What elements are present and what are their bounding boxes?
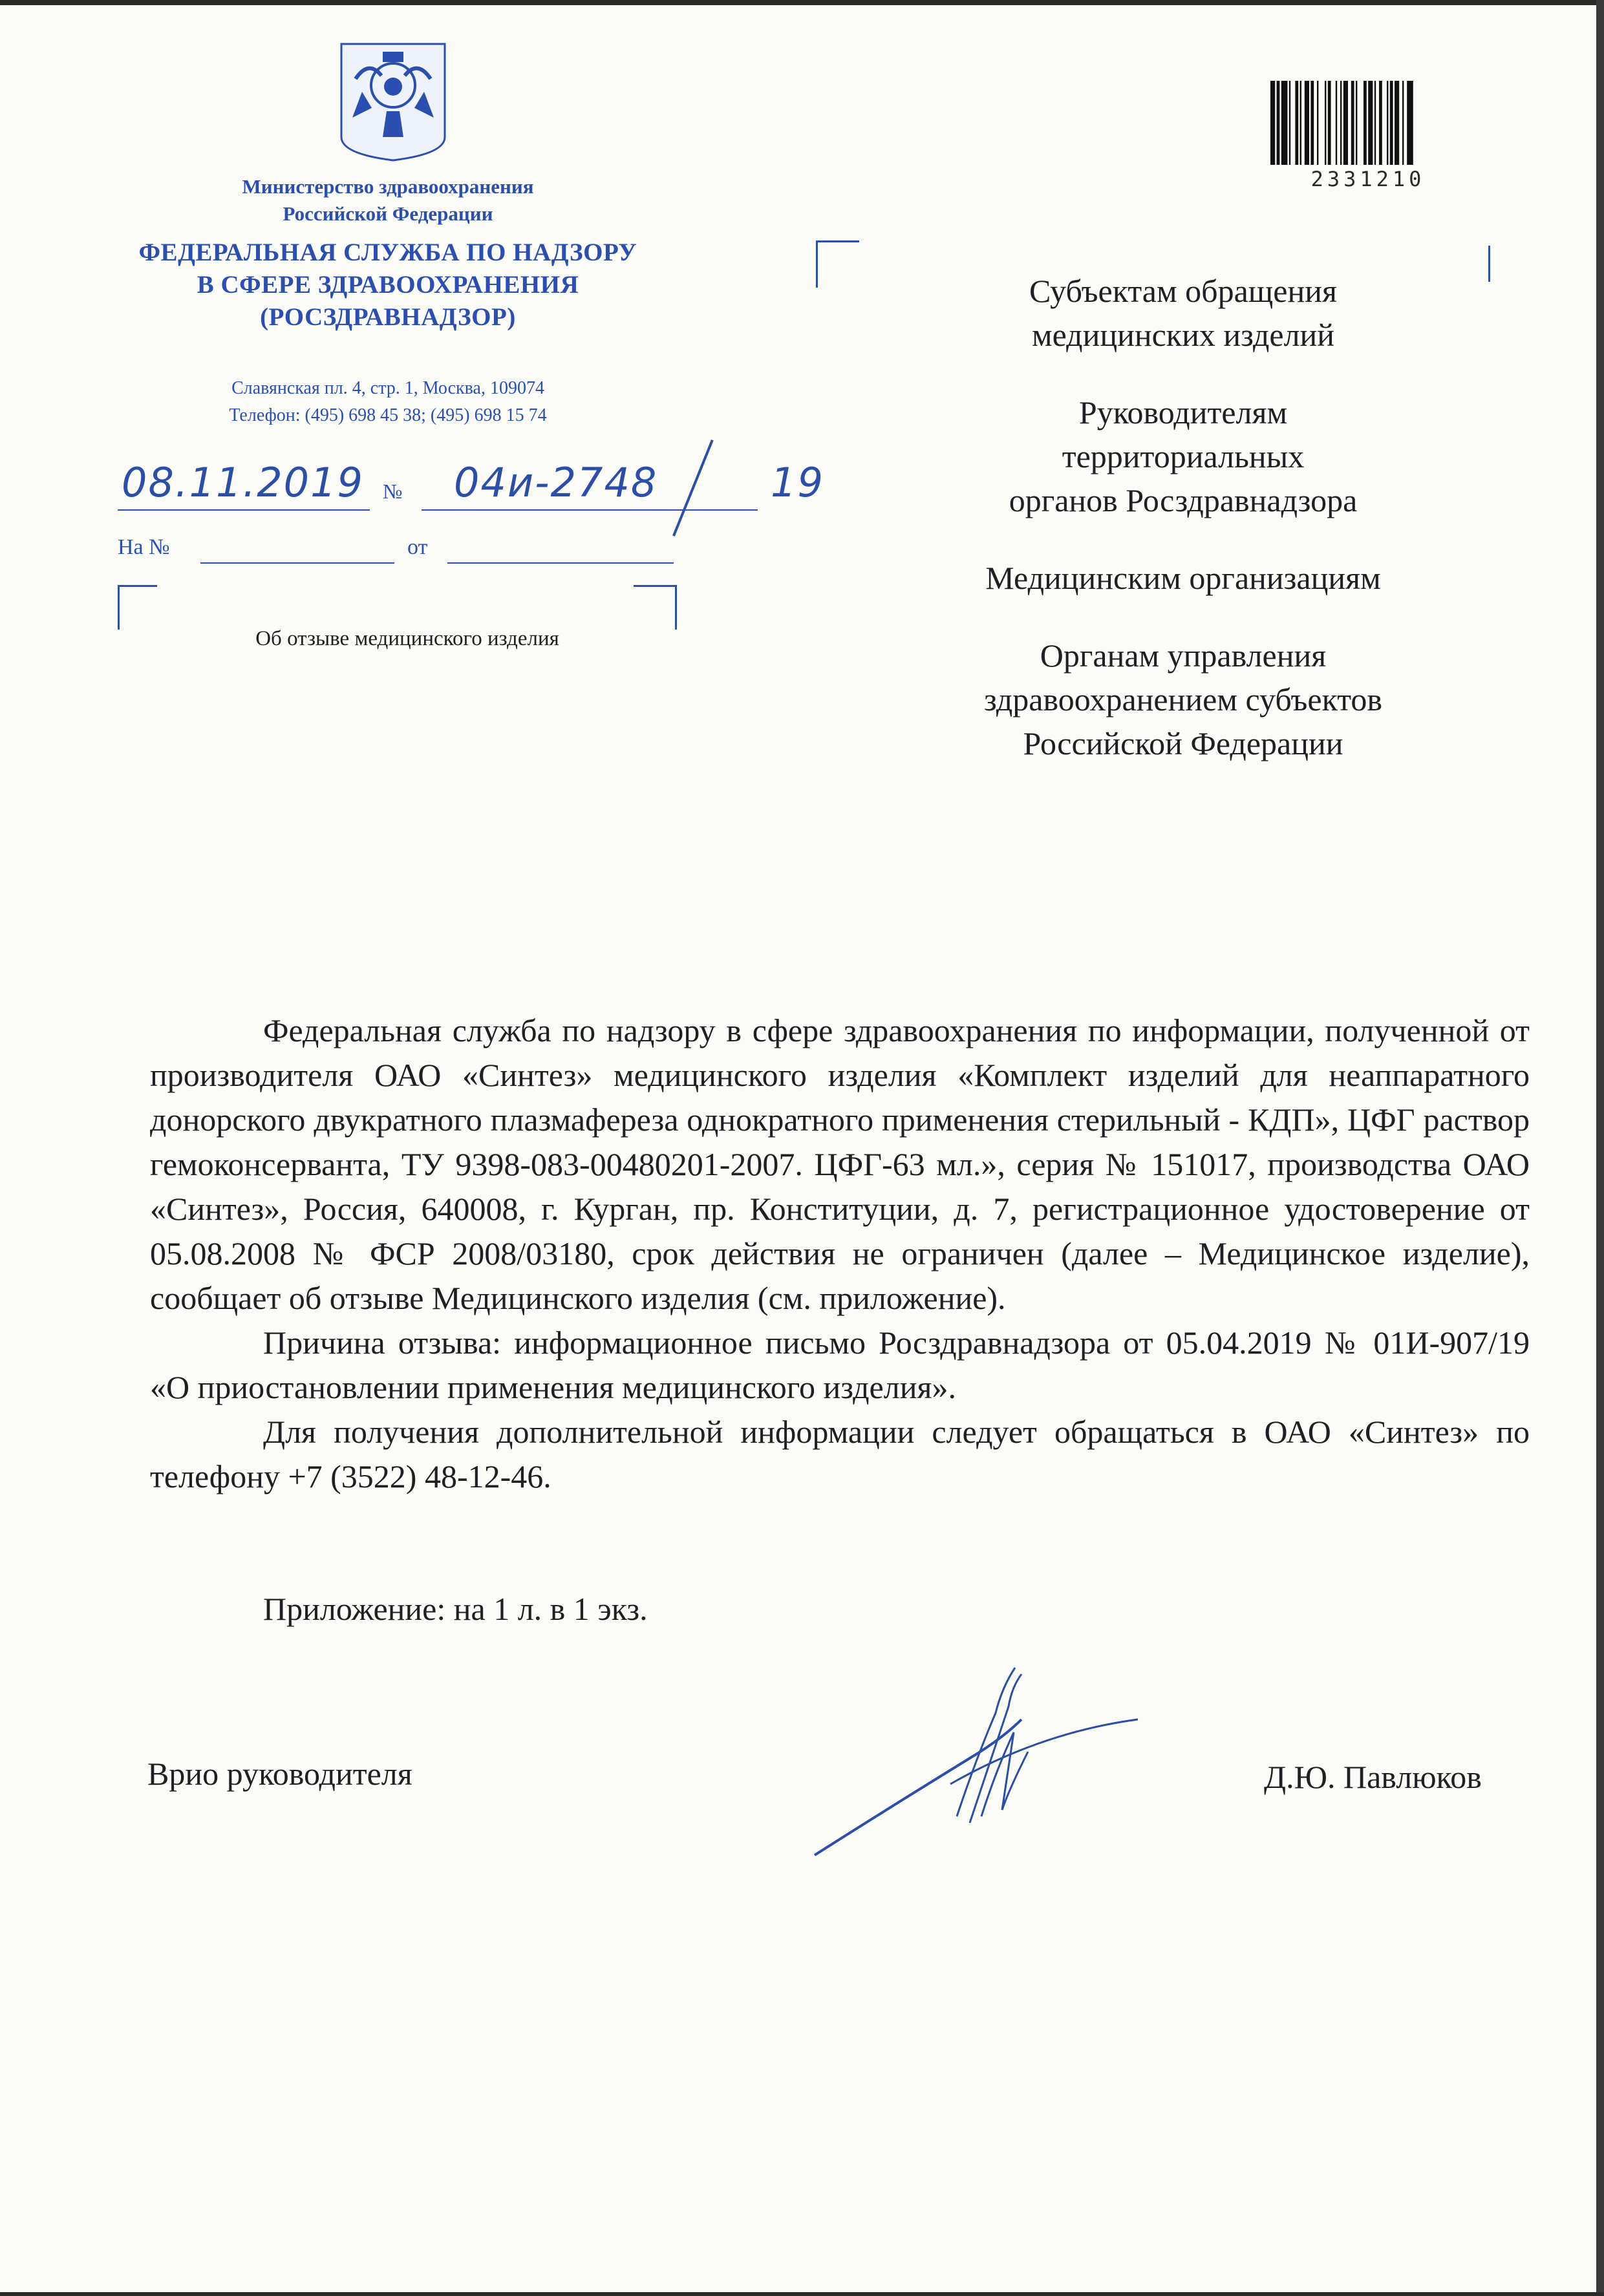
letterhead-address bbox=[97, 375, 679, 429]
addressee-line: медицинских изделий bbox=[1031, 317, 1335, 353]
ref-from-label: от bbox=[407, 535, 428, 559]
barcode-bar bbox=[1368, 81, 1373, 165]
barcode-number: 2331210 bbox=[1310, 167, 1426, 191]
barcode-bar bbox=[1310, 81, 1314, 165]
letter-body bbox=[150, 1008, 1530, 1499]
handwritten-signature bbox=[808, 1661, 1144, 1868]
body-paragraph: Причина отзыва: информационное письмо Росздравнадзора от 05.04.2019 № 01И-907/19 «О приостановлении применения медицинского изделия». bbox=[150, 1324, 1530, 1405]
addressee-line: Органам управления bbox=[1040, 637, 1327, 674]
barcode-bar bbox=[1340, 81, 1342, 165]
ref-number-underline bbox=[200, 562, 394, 564]
addressee-line: Субъектам обращения bbox=[1029, 273, 1337, 309]
attachment-note: Приложение: на 1 л. в 1 экз. bbox=[263, 1591, 648, 1627]
addressee-line: территориальных bbox=[1062, 438, 1305, 474]
barcode-bar bbox=[1277, 81, 1280, 165]
corner-mark-right bbox=[634, 585, 677, 630]
scan-edge-bottom bbox=[0, 2292, 1604, 2296]
barcode-bar bbox=[1363, 81, 1367, 165]
service-line-3: (РОСЗДРАВНАДЗОР) bbox=[260, 303, 516, 331]
addressee-group bbox=[925, 390, 1442, 522]
ref-number-label: На № bbox=[118, 535, 170, 559]
barcode-bar bbox=[1402, 81, 1404, 165]
coat-of-arms-icon bbox=[336, 40, 450, 163]
ministry-line-1: Министерство здравоохранения bbox=[242, 175, 534, 198]
registration-number: 04и-2748 bbox=[454, 459, 658, 506]
barcode-bar bbox=[1336, 81, 1337, 165]
addressee-group bbox=[925, 633, 1442, 765]
registration-number-suffix: 19 bbox=[771, 459, 824, 506]
addressee-group bbox=[925, 269, 1442, 357]
addressee-line: Медицинским организациям bbox=[985, 560, 1381, 596]
corner-mark-left bbox=[118, 585, 157, 630]
letter-subject: Об отзыве медицинского изделия bbox=[255, 627, 559, 650]
corner-mark-addressee bbox=[816, 240, 859, 288]
ministry-line-2: Российской Федерации bbox=[283, 202, 493, 225]
scan-edge-right bbox=[1596, 0, 1604, 2296]
barcode-bar bbox=[1390, 81, 1393, 165]
barcode-bar bbox=[1356, 81, 1357, 165]
addressees bbox=[925, 269, 1442, 799]
registration-date: 08.11.2019 bbox=[122, 459, 364, 506]
number-sign: № bbox=[383, 480, 403, 503]
barcode-bar bbox=[1295, 81, 1298, 165]
signer-position: Врио руководителя bbox=[147, 1756, 412, 1792]
ref-from-underline bbox=[447, 562, 674, 564]
addressee-line: здравоохранением субъектов bbox=[983, 681, 1383, 717]
scan-edge-top bbox=[0, 0, 1604, 5]
barcode-bar bbox=[1281, 81, 1288, 165]
barcode bbox=[1269, 81, 1467, 165]
barcode-bar bbox=[1351, 81, 1354, 165]
letterhead bbox=[97, 173, 679, 334]
signer-name: Д.Ю. Павлюков bbox=[1264, 1759, 1482, 1795]
addressee-line: Российской Федерации bbox=[1023, 725, 1343, 761]
date-underline bbox=[118, 509, 370, 511]
barcode-bar bbox=[1270, 81, 1275, 165]
barcode-bar bbox=[1407, 81, 1413, 165]
addressee-group bbox=[925, 556, 1442, 600]
barcode-bar bbox=[1374, 81, 1376, 165]
barcode-bar bbox=[1379, 81, 1382, 165]
service-line-2: В СФЕРЕ ЗДРАВООХРАНЕНИЯ bbox=[197, 271, 579, 299]
addressee-line: органов Росздравнадзора bbox=[1009, 482, 1358, 518]
address-line: Славянская пл. 4, стр. 1, Москва, 109074 bbox=[231, 378, 544, 398]
number-underline bbox=[422, 509, 758, 511]
barcode-bar bbox=[1343, 81, 1348, 165]
corner-mark-addressee-right bbox=[1488, 246, 1490, 282]
barcode-bar bbox=[1289, 81, 1290, 165]
service-line-1: ФЕДЕРАЛЬНАЯ СЛУЖБА ПО НАДЗОРУ bbox=[138, 239, 637, 266]
barcode-bar bbox=[1300, 81, 1301, 165]
body-paragraph: Федеральная служба по надзору в сфере здравоохранения по информации, полученной от производителя ОАО «Синтез» медицинского изделия «Комплект изделий для неаппаратного донорского двукратного плазмафереза однократного применения стерильный - КДП», ЦФГ раствор гемоконсерванта, ТУ 9398-083-00480201-2007. ЦФГ-63 мл.», серия № 151017, производства ОАО «Синтез», Россия, 640008, г. Курган, пр. Конституции, д. 7, регистрационное удостоверение от 05.08.2008 № ФСР 2008/03180, срок действия не ограничен (далее – Медицинское изделие), сообщает об отзыве Медицинского изделия (см. приложение). bbox=[150, 1012, 1530, 1316]
service-name bbox=[97, 237, 679, 334]
barcode-bar bbox=[1387, 81, 1388, 165]
registration-line bbox=[118, 459, 824, 524]
addressee-line: Руководителям bbox=[1078, 394, 1288, 430]
barcode-bar bbox=[1325, 81, 1326, 165]
barcode-bar bbox=[1305, 81, 1309, 165]
body-paragraph: Для получения дополнительной информации следует обращаться в ОАО «Синтез» по телефону +7 (3522) 48-12-46. bbox=[150, 1414, 1530, 1494]
barcode-bar bbox=[1395, 81, 1399, 165]
phone-line: Телефон: (495) 698 45 38; (495) 698 15 74 bbox=[229, 405, 547, 425]
barcode-bar bbox=[1317, 81, 1318, 165]
barcode-bar bbox=[1328, 81, 1331, 165]
